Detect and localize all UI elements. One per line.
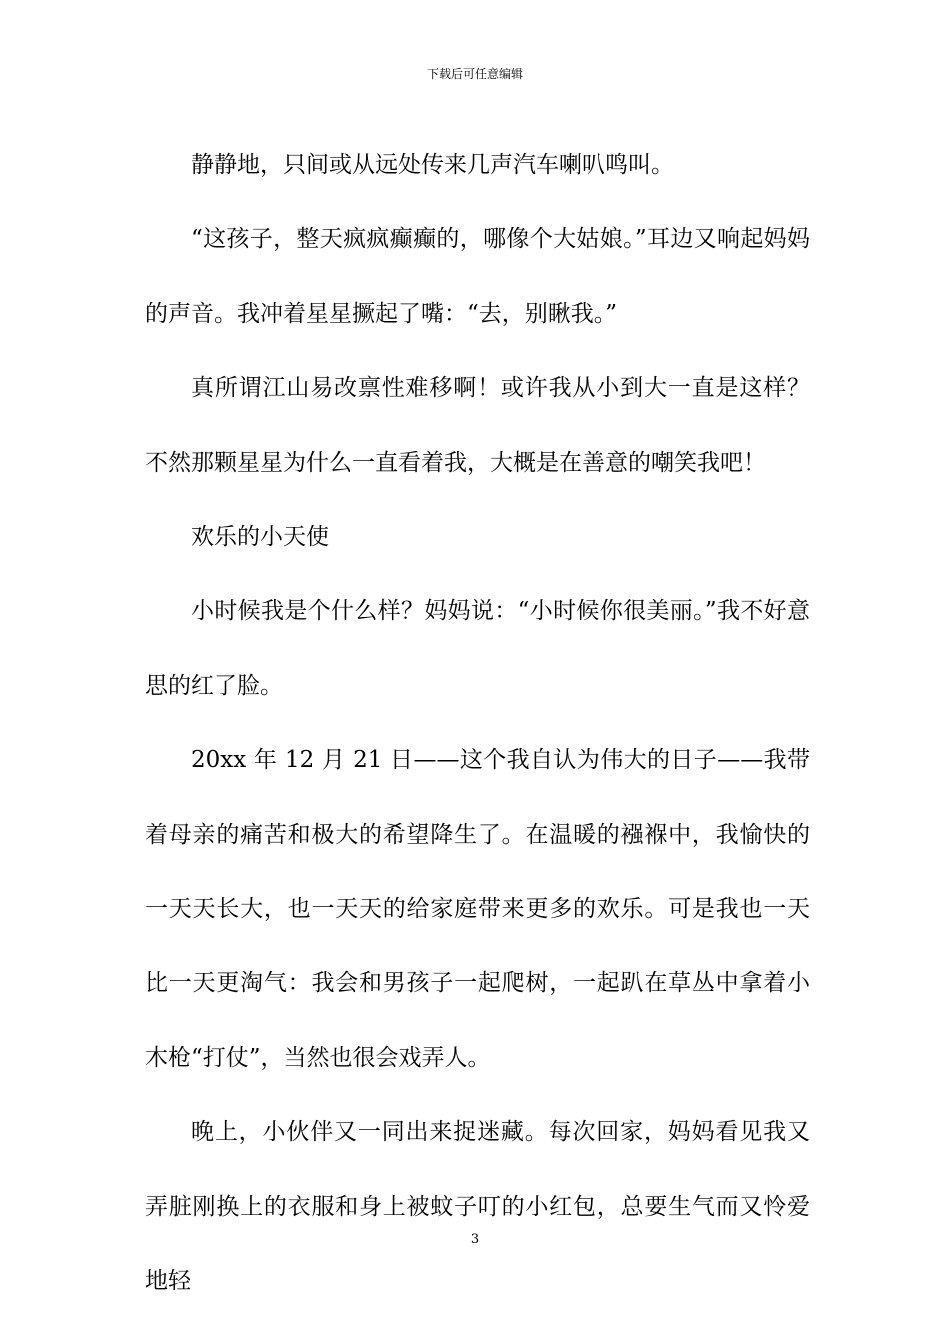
paragraph-5: 小时候我是个什么样？妈妈说：“小时候你很美丽。”我不好意思的红了脸。 (145, 598, 810, 699)
document-body (145, 128, 810, 1319)
section-heading: 欢乐的小天使 (191, 524, 329, 551)
page-number: 3 (470, 1232, 480, 1247)
page-header: 下载后可任意编辑 (426, 67, 523, 81)
paragraph-3: 真所谓江山易改禀性难移啊！或许我从小到大一直是这样？不然那颗星星为什么一直看着我，大概是在善意的嘲笑我吧！ (145, 375, 810, 476)
paragraph-6: 20xx 年 12 月 21 日——这个我自认为伟大的日子——我带着母亲的痛苦和极大的希望降生了。在温暖的襁褓中，我愉快的一天天长大，也一天天的给家庭带来更多的欢乐。可是我也一天比一天更淘气：我会和男孩子一起爬树，一起趴在草丛中拿着小木枪“打仗”，当然也很会戏弄人。 (145, 747, 810, 1071)
paragraph-7: 晚上，小伙伴又一同出来捉迷藏。每次回家，妈妈看见我又弄脏刚换上的衣服和身上被蚊子叮的小红包，总要生气而又怜爱地轻 (145, 1119, 810, 1295)
paragraph-2: “这孩子，整天疯疯癫癫的，哪像个大姑娘。”耳边又响起妈妈的声音。我冲着星星撅起了嘴：“去，别瞅我。” (145, 226, 810, 327)
paragraph-1: 静静地，只间或从远处传来几声汽车喇叭鸣叫。 (191, 152, 674, 178)
